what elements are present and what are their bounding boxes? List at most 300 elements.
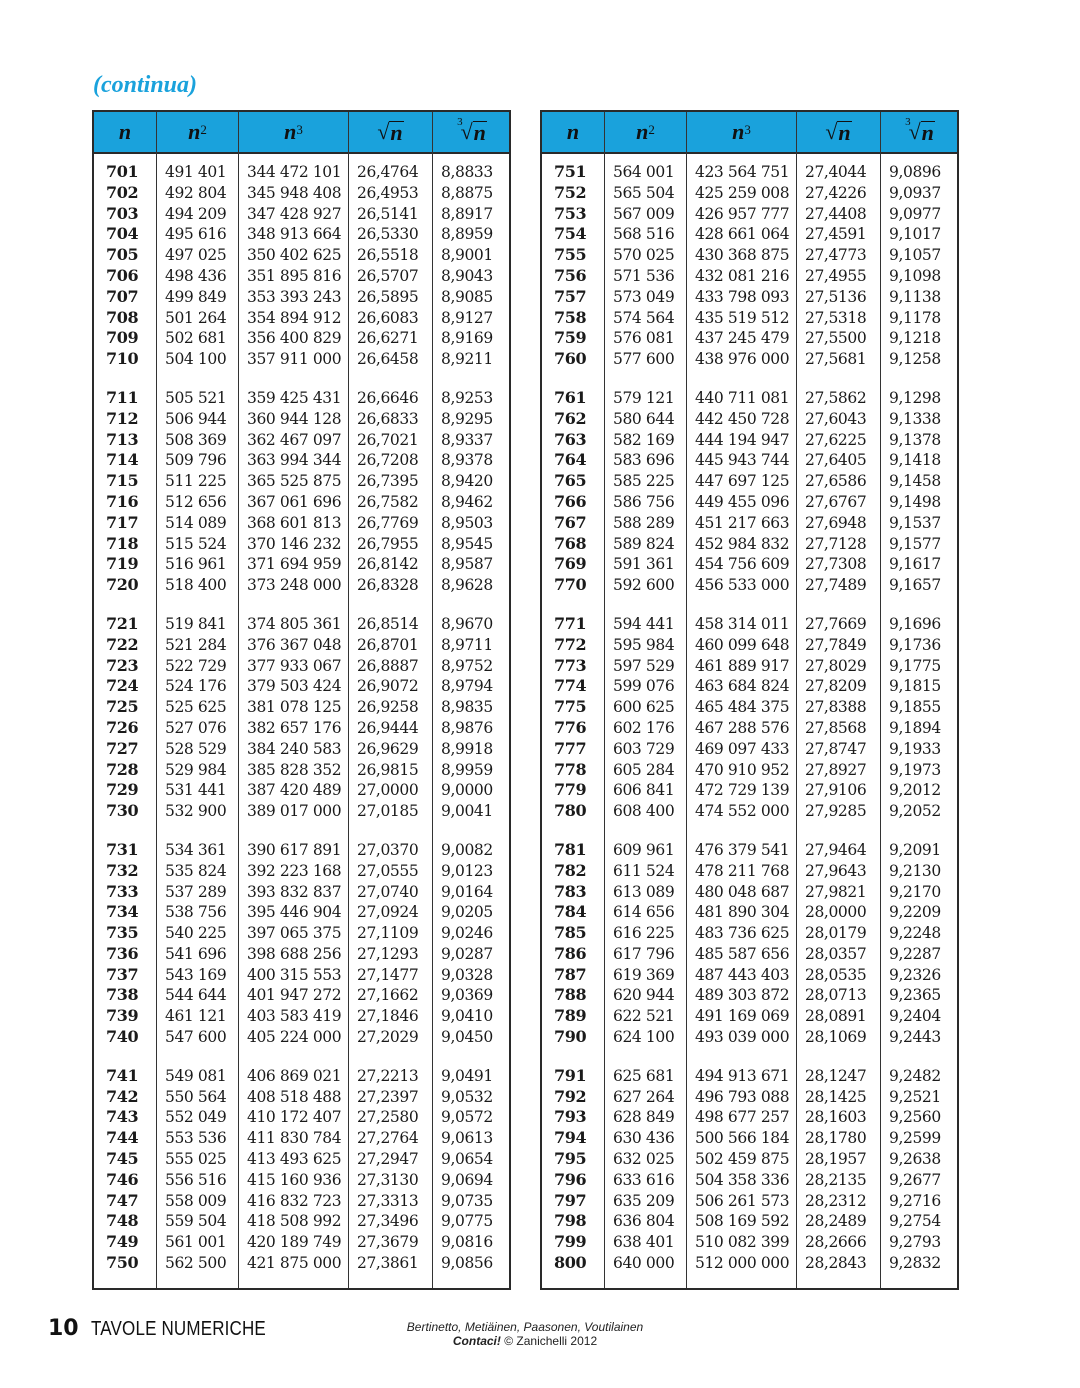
- table-cell-n3: 504 358 336: [695, 1170, 790, 1189]
- table-cell-cbrt: 8,9752: [441, 656, 493, 675]
- table-cell-n2: 591 361: [613, 555, 675, 574]
- table-cell-cbrt: 9,0816: [441, 1233, 493, 1252]
- table-cell-cbrt: 9,0654: [441, 1150, 493, 1169]
- table-cell-n3: 354 894 912: [247, 308, 342, 327]
- table-cell-sqrt: 26,8887: [357, 656, 419, 675]
- table-cell-n: 707: [106, 286, 139, 306]
- continued-label: (continua): [93, 72, 198, 98]
- table-cell-n2: 555 025: [165, 1150, 227, 1169]
- table-cell-cbrt: 9,0977: [889, 204, 941, 223]
- table-cell-n2: 622 521: [613, 1007, 675, 1026]
- table-cell-n2: 512 656: [165, 492, 227, 511]
- table-cell-n3: 474 552 000: [695, 802, 790, 821]
- table-cell-n3: 449 455 096: [695, 492, 790, 511]
- table-cell-n3: 456 533 000: [695, 576, 790, 595]
- table-cell-n2: 630 436: [613, 1129, 675, 1148]
- table-cell-n: 705: [106, 245, 139, 265]
- table-cell-cbrt: 9,0896: [889, 163, 941, 181]
- table-cell-sqrt: 27,9106: [805, 781, 867, 800]
- table-cell-sqrt: 26,6271: [357, 329, 419, 348]
- table-cell-n2: 521 284: [165, 635, 227, 654]
- table-cell-cbrt: 9,1617: [889, 555, 941, 574]
- table-cell-cbrt: 9,0856: [441, 1254, 493, 1273]
- table-cell-n2: 586 756: [613, 492, 675, 511]
- row-group: [433, 1066, 509, 1274]
- table-cell-n3: 377 933 067: [247, 656, 342, 675]
- table-cell-n2: 568 516: [613, 225, 675, 244]
- row-group: [157, 614, 238, 822]
- table-cell-n3: 435 519 512: [695, 308, 790, 327]
- table-cell-n2: 582 169: [613, 430, 675, 449]
- table-cell-n3: 405 224 000: [247, 1028, 342, 1047]
- table-cell-sqrt: 27,8747: [805, 739, 867, 758]
- table-cell-sqrt: 26,5895: [357, 287, 419, 306]
- table-cell-sqrt: 27,6767: [805, 492, 867, 511]
- table-cell-sqrt: 27,5681: [805, 350, 867, 369]
- table-cell-n: 732: [106, 860, 139, 880]
- table-cell-cbrt: 8,9127: [441, 308, 493, 327]
- table-cell-n2: 594 441: [613, 614, 675, 633]
- table-cell-sqrt: 26,4764: [357, 163, 419, 181]
- table-cell-sqrt: 28,1957: [805, 1150, 867, 1169]
- table-cell-n3: 381 078 125: [247, 698, 342, 717]
- table-cell-n2: 583 696: [613, 451, 675, 470]
- row-group: [433, 388, 509, 596]
- row-group: [687, 840, 796, 1048]
- row-group: [542, 162, 604, 370]
- row-group: [542, 1066, 604, 1274]
- table-cell-sqrt: 27,9285: [805, 802, 867, 821]
- table-cell-cbrt: 9,2404: [889, 1007, 941, 1026]
- table-cell-n2: 518 400: [165, 576, 227, 595]
- header-n-squared: n $^2$: [157, 112, 238, 154]
- table-cell-n3: 421 875 000: [247, 1254, 342, 1273]
- table-cell-sqrt: 28,1603: [805, 1108, 867, 1127]
- table-cell-n3: 498 677 257: [695, 1108, 790, 1127]
- table-cell-sqrt: 28,0179: [805, 924, 867, 943]
- table-cell-n2: 570 025: [613, 246, 675, 265]
- table-cell-n2: 537 289: [165, 882, 227, 901]
- row-group: [157, 1066, 238, 1274]
- table-cell-n3: 389 017 000: [247, 802, 342, 821]
- table-cell-cbrt: 9,2326: [889, 965, 941, 984]
- table-cell-n3: 351 895 816: [247, 266, 342, 285]
- table-cell-cbrt: 9,0082: [441, 840, 493, 859]
- table-cell-n3: 445 943 744: [695, 451, 790, 470]
- table-cell-n: 780: [554, 801, 587, 821]
- numeric-table-right: [540, 110, 959, 1290]
- table-cell-sqrt: 27,7489: [805, 576, 867, 595]
- table-cell-cbrt: 8,9043: [441, 266, 493, 285]
- row-group: [239, 840, 348, 1048]
- table-cell-n2: 552 049: [165, 1108, 227, 1127]
- table-cell-cbrt: 9,0246: [441, 924, 493, 943]
- table-cell-cbrt: 8,9670: [441, 614, 493, 633]
- table-cell-n3: 438 976 000: [695, 350, 790, 369]
- table-cell-n3: 411 830 784: [247, 1129, 342, 1148]
- table-cell-n2: 525 625: [165, 698, 227, 717]
- table-cell-sqrt: 27,6043: [805, 409, 867, 428]
- table-cell-cbrt: 9,1657: [889, 576, 941, 595]
- row-group: [433, 614, 509, 822]
- table-cell-cbrt: 9,1736: [889, 635, 941, 654]
- table-cell-sqrt: 27,5500: [805, 329, 867, 348]
- table-cell-cbrt: 8,9462: [441, 492, 493, 511]
- table-cell-n: 702: [106, 182, 139, 202]
- table-cell-cbrt: 9,1933: [889, 739, 941, 758]
- table-cell-sqrt: 27,0555: [357, 861, 419, 880]
- table-cell-sqrt: 28,1425: [805, 1087, 867, 1106]
- table-cell-cbrt: 9,1098: [889, 266, 941, 285]
- table-cell-n3: 376 367 048: [247, 635, 342, 654]
- table-cell-n: 723: [106, 655, 139, 675]
- table-cell-n3: 496 793 088: [695, 1087, 790, 1106]
- table-cell-n2: 620 944: [613, 986, 675, 1005]
- table-cell-n2: 497 025: [165, 246, 227, 265]
- table-cell-n2: 524 176: [165, 677, 227, 696]
- row-group: [797, 162, 880, 370]
- row-group: [94, 388, 156, 596]
- table-cell-n: 709: [106, 328, 139, 348]
- table-cell-n3: 359 425 431: [247, 388, 342, 407]
- row-group: [605, 162, 686, 370]
- table-cell-cbrt: 9,1458: [889, 472, 941, 491]
- table-cell-n: 774: [554, 676, 587, 696]
- table-cell-sqrt: 27,4773: [805, 246, 867, 265]
- table-cell-cbrt: 8,8833: [441, 163, 493, 181]
- table-cell-n: 717: [106, 512, 139, 532]
- table-cell-cbrt: 8,9835: [441, 698, 493, 717]
- table-cell-n3: 426 957 777: [695, 204, 790, 223]
- radical-icon: √: [377, 119, 390, 144]
- table-cell-n3: 428 661 064: [695, 225, 790, 244]
- table-cell-n2: 544 644: [165, 986, 227, 1005]
- table-cell-n2: 547 600: [165, 1028, 227, 1047]
- table-cell-sqrt: 27,4226: [805, 183, 867, 202]
- table-cell-n3: 447 697 125: [695, 472, 790, 491]
- table-cell-sqrt: 28,0891: [805, 1007, 867, 1026]
- section-title: TAVOLE NUMERICHE: [91, 1318, 266, 1340]
- table-cell-n: 720: [106, 575, 139, 595]
- table-cell-n2: 498 436: [165, 266, 227, 285]
- table-cell-n: 754: [554, 224, 587, 244]
- table-cell-cbrt: 9,0532: [441, 1087, 493, 1106]
- table-cell-n: 703: [106, 203, 139, 223]
- table-cell-sqrt: 28,1069: [805, 1028, 867, 1047]
- row-group: [239, 388, 348, 596]
- row-group: [94, 614, 156, 822]
- table-cell-sqrt: 26,5330: [357, 225, 419, 244]
- table-cell-n2: 633 616: [613, 1170, 675, 1189]
- table-cell-n: 712: [106, 408, 139, 428]
- table-cell-cbrt: 9,1815: [889, 677, 941, 696]
- table-cell-n2: 535 824: [165, 861, 227, 880]
- table-cell-n2: 592 600: [613, 576, 675, 595]
- table-cell-cbrt: 9,2209: [889, 903, 941, 922]
- row-group: [605, 840, 686, 1048]
- table-cell-n: 779: [554, 780, 587, 800]
- table-cell-n: 736: [106, 943, 139, 963]
- table-cell-cbrt: 9,0123: [441, 861, 493, 880]
- table-cell-n3: 392 223 168: [247, 861, 342, 880]
- table-cell-cbrt: 9,0205: [441, 903, 493, 922]
- table-cell-n3: 512 000 000: [695, 1254, 790, 1273]
- table-cell-n2: 531 441: [165, 781, 227, 800]
- table-cell-sqrt: 26,5141: [357, 204, 419, 223]
- table-cell-sqrt: 26,8328: [357, 576, 419, 595]
- table-cell-n3: 470 910 952: [695, 760, 790, 779]
- table-cell-n3: 476 379 541: [695, 840, 790, 859]
- table-cell-n3: 460 099 648: [695, 635, 790, 654]
- table-cell-n: 742: [106, 1086, 139, 1106]
- table-cell-sqrt: 26,7021: [357, 430, 419, 449]
- table-cell-n3: 398 688 256: [247, 944, 342, 963]
- table-cell-cbrt: 8,9587: [441, 555, 493, 574]
- row-group: [349, 840, 432, 1048]
- table-cell-n2: 576 081: [613, 329, 675, 348]
- table-cell-n: 775: [554, 697, 587, 717]
- table-cell-n3: 510 082 399: [695, 1233, 790, 1252]
- table-cell-sqrt: 27,2213: [357, 1066, 419, 1085]
- table-cell-n: 797: [554, 1190, 587, 1210]
- table-cell-n2: 511 225: [165, 472, 227, 491]
- table-cell-n3: 384 240 583: [247, 739, 342, 758]
- table-cell-cbrt: 9,0369: [441, 986, 493, 1005]
- table-cell-n3: 393 832 837: [247, 882, 342, 901]
- table-cell-sqrt: 26,6458: [357, 350, 419, 369]
- row-group: [239, 162, 348, 370]
- table-cell-sqrt: 27,4955: [805, 266, 867, 285]
- table-cell-n: 745: [106, 1149, 139, 1169]
- table-cell-n2: 627 264: [613, 1087, 675, 1106]
- table-cell-cbrt: 9,2248: [889, 924, 941, 943]
- header-square-root: √ n: [797, 112, 880, 154]
- header-n: n: [542, 112, 604, 154]
- table-cell-cbrt: 8,9295: [441, 409, 493, 428]
- table-cell-cbrt: 9,1696: [889, 614, 941, 633]
- table-cell-cbrt: 9,2793: [889, 1233, 941, 1252]
- table-cell-cbrt: 8,9545: [441, 534, 493, 553]
- table-cell-sqrt: 27,2947: [357, 1150, 419, 1169]
- table-cell-cbrt: 9,2012: [889, 781, 941, 800]
- row-group: [797, 840, 880, 1048]
- table-cell-n3: 494 913 671: [695, 1066, 790, 1085]
- table-cell-cbrt: 9,0000: [441, 781, 493, 800]
- column-cube-root: [880, 112, 957, 1288]
- table-cell-sqrt: 27,8388: [805, 698, 867, 717]
- table-cell-sqrt: 27,7308: [805, 555, 867, 574]
- table-cell-n2: 519 841: [165, 614, 227, 633]
- table-cell-n3: 432 081 216: [695, 266, 790, 285]
- table-cell-n3: 480 048 687: [695, 882, 790, 901]
- table-cell-n3: 506 261 573: [695, 1191, 790, 1210]
- table-cell-n2: 609 961: [613, 840, 675, 859]
- table-cell-sqrt: 26,8514: [357, 614, 419, 633]
- table-cell-n2: 553 536: [165, 1129, 227, 1148]
- table-cell-n3: 483 736 625: [695, 924, 790, 943]
- table-cell-n3: 356 400 829: [247, 329, 342, 348]
- table-cell-n: 715: [106, 471, 139, 491]
- row-group: [239, 614, 348, 822]
- table-cell-cbrt: 9,2443: [889, 1028, 941, 1047]
- table-cell-sqrt: 27,0370: [357, 840, 419, 859]
- table-cell-sqrt: 26,5518: [357, 246, 419, 265]
- table-cell-n: 796: [554, 1169, 587, 1189]
- table-cell-sqrt: 27,7128: [805, 534, 867, 553]
- table-cell-n3: 467 288 576: [695, 718, 790, 737]
- table-cell-n2: 611 524: [613, 861, 675, 880]
- table-cell-cbrt: 9,1258: [889, 350, 941, 369]
- radical-icon: √: [908, 119, 921, 144]
- table-cell-n2: 494 209: [165, 204, 227, 223]
- table-cell-n: 718: [106, 533, 139, 553]
- table-cell-cbrt: 8,9001: [441, 246, 493, 265]
- table-cell-sqrt: 27,9643: [805, 861, 867, 880]
- table-cell-n: 786: [554, 943, 587, 963]
- table-cell-n3: 371 694 959: [247, 555, 342, 574]
- row-group: [157, 840, 238, 1048]
- table-cell-n2: 495 616: [165, 225, 227, 244]
- table-cell-n2: 534 361: [165, 840, 227, 859]
- table-cell-sqrt: 28,0535: [805, 965, 867, 984]
- column-n: [542, 112, 604, 1288]
- table-cell-n3: 451 217 663: [695, 513, 790, 532]
- row-group: [157, 388, 238, 596]
- table-cell-n3: 440 711 081: [695, 388, 790, 407]
- table-cell-n: 771: [554, 613, 587, 633]
- table-cell-n2: 600 625: [613, 698, 675, 717]
- table-cell-cbrt: 8,9378: [441, 451, 493, 470]
- table-cell-n2: 564 001: [613, 163, 675, 181]
- table-cell-n: 726: [106, 717, 139, 737]
- table-cell-n: 783: [554, 881, 587, 901]
- table-cell-cbrt: 9,1057: [889, 246, 941, 265]
- table-cell-n: 782: [554, 860, 587, 880]
- publisher: © Zanichelli 2012: [504, 1334, 598, 1348]
- table-cell-n2: 616 225: [613, 924, 675, 943]
- table-cell-sqrt: 26,6083: [357, 308, 419, 327]
- table-cell-n2: 588 289: [613, 513, 675, 532]
- table-cell-n: 794: [554, 1128, 587, 1148]
- row-group: [349, 162, 432, 370]
- table-cell-n: 729: [106, 780, 139, 800]
- table-cell-n2: 638 401: [613, 1233, 675, 1252]
- table-cell-n2: 603 729: [613, 739, 675, 758]
- table-cell-cbrt: 9,1973: [889, 760, 941, 779]
- table-cell-n: 762: [554, 408, 587, 428]
- book-title: Contaci!: [452, 1334, 501, 1348]
- table-cell-n2: 571 536: [613, 266, 675, 285]
- table-cell-sqrt: 27,3130: [357, 1170, 419, 1189]
- table-cell-sqrt: 28,2666: [805, 1233, 867, 1252]
- table-cell-n: 788: [554, 985, 587, 1005]
- table-cell-n3: 454 756 609: [695, 555, 790, 574]
- table-cell-n3: 395 446 904: [247, 903, 342, 922]
- table-cell-sqrt: 27,1477: [357, 965, 419, 984]
- table-cell-n: 743: [106, 1107, 139, 1127]
- table-cell-n: 756: [554, 265, 587, 285]
- table-cell-cbrt: 9,1218: [889, 329, 941, 348]
- table-cell-sqrt: 27,5318: [805, 308, 867, 327]
- table-cell-cbrt: 9,0491: [441, 1066, 493, 1085]
- table-cell-n: 711: [106, 387, 139, 407]
- table-cell-n3: 425 259 008: [695, 183, 790, 202]
- row-group: [605, 1066, 686, 1274]
- table-cell-n3: 491 169 069: [695, 1007, 790, 1026]
- table-cell-n2: 509 796: [165, 451, 227, 470]
- table-cell-n: 772: [554, 634, 587, 654]
- table-cell-n: 708: [106, 307, 139, 327]
- table-cell-n3: 400 315 553: [247, 965, 342, 984]
- table-cell-cbrt: 9,0694: [441, 1170, 493, 1189]
- table-cell-sqrt: 28,2312: [805, 1191, 867, 1210]
- table-cell-n: 716: [106, 491, 139, 511]
- table-cell-n2: 589 824: [613, 534, 675, 553]
- table-cell-n: 753: [554, 203, 587, 223]
- table-cell-n2: 635 209: [613, 1191, 675, 1210]
- row-group: [94, 1066, 156, 1274]
- table-cell-n2: 558 009: [165, 1191, 227, 1210]
- table-cell-n2: 595 984: [613, 635, 675, 654]
- radical-icon: √: [825, 119, 838, 144]
- row-group: [687, 388, 796, 596]
- row-group: [94, 840, 156, 1048]
- column-n-squared: [156, 112, 238, 1288]
- table-cell-sqrt: 28,1247: [805, 1066, 867, 1085]
- table-cell-n2: 597 529: [613, 656, 675, 675]
- table-cell-n3: 350 402 625: [247, 246, 342, 265]
- table-cell-n: 733: [106, 881, 139, 901]
- header-n-squared: n $^2$: [605, 112, 686, 154]
- table-cell-n2: 567 009: [613, 204, 675, 223]
- table-cell-n3: 420 189 749: [247, 1233, 342, 1252]
- table-cell-n3: 385 828 352: [247, 760, 342, 779]
- row-group: [349, 1066, 432, 1274]
- table-cell-n2: 491 401: [165, 163, 227, 181]
- table-cell-n: 776: [554, 717, 587, 737]
- table-cell-cbrt: 8,9169: [441, 329, 493, 348]
- table-cell-sqrt: 26,8701: [357, 635, 419, 654]
- table-cell-n2: 608 400: [613, 802, 675, 821]
- table-cell-n2: 502 681: [165, 329, 227, 348]
- table-cell-sqrt: 26,6646: [357, 388, 419, 407]
- table-cell-n: 791: [554, 1065, 587, 1085]
- table-cell-n3: 387 420 489: [247, 781, 342, 800]
- table-cell-cbrt: 9,1298: [889, 388, 941, 407]
- table-cell-n2: 632 025: [613, 1150, 675, 1169]
- row-group: [433, 840, 509, 1048]
- table-cell-n: 739: [106, 1006, 139, 1026]
- row-group: [881, 614, 957, 822]
- table-cell-n2: 579 121: [613, 388, 675, 407]
- table-cell-sqrt: 27,6586: [805, 472, 867, 491]
- table-cell-cbrt: 9,1577: [889, 534, 941, 553]
- table-cell-cbrt: 8,9503: [441, 513, 493, 532]
- row-group: [797, 614, 880, 822]
- table-cell-n: 766: [554, 491, 587, 511]
- column-n-squared: [604, 112, 686, 1288]
- table-cell-sqrt: 28,0000: [805, 903, 867, 922]
- table-cell-n3: 373 248 000: [247, 576, 342, 595]
- table-cell-n3: 461 889 917: [695, 656, 790, 675]
- table-cell-n2: 538 756: [165, 903, 227, 922]
- table-cell-cbrt: 9,1338: [889, 409, 941, 428]
- table-cell-cbrt: 9,1775: [889, 656, 941, 675]
- table-cell-n3: 382 657 176: [247, 718, 342, 737]
- table-cell-cbrt: 9,1178: [889, 308, 941, 327]
- table-cell-n3: 437 245 479: [695, 329, 790, 348]
- table-cell-n2: 577 600: [613, 350, 675, 369]
